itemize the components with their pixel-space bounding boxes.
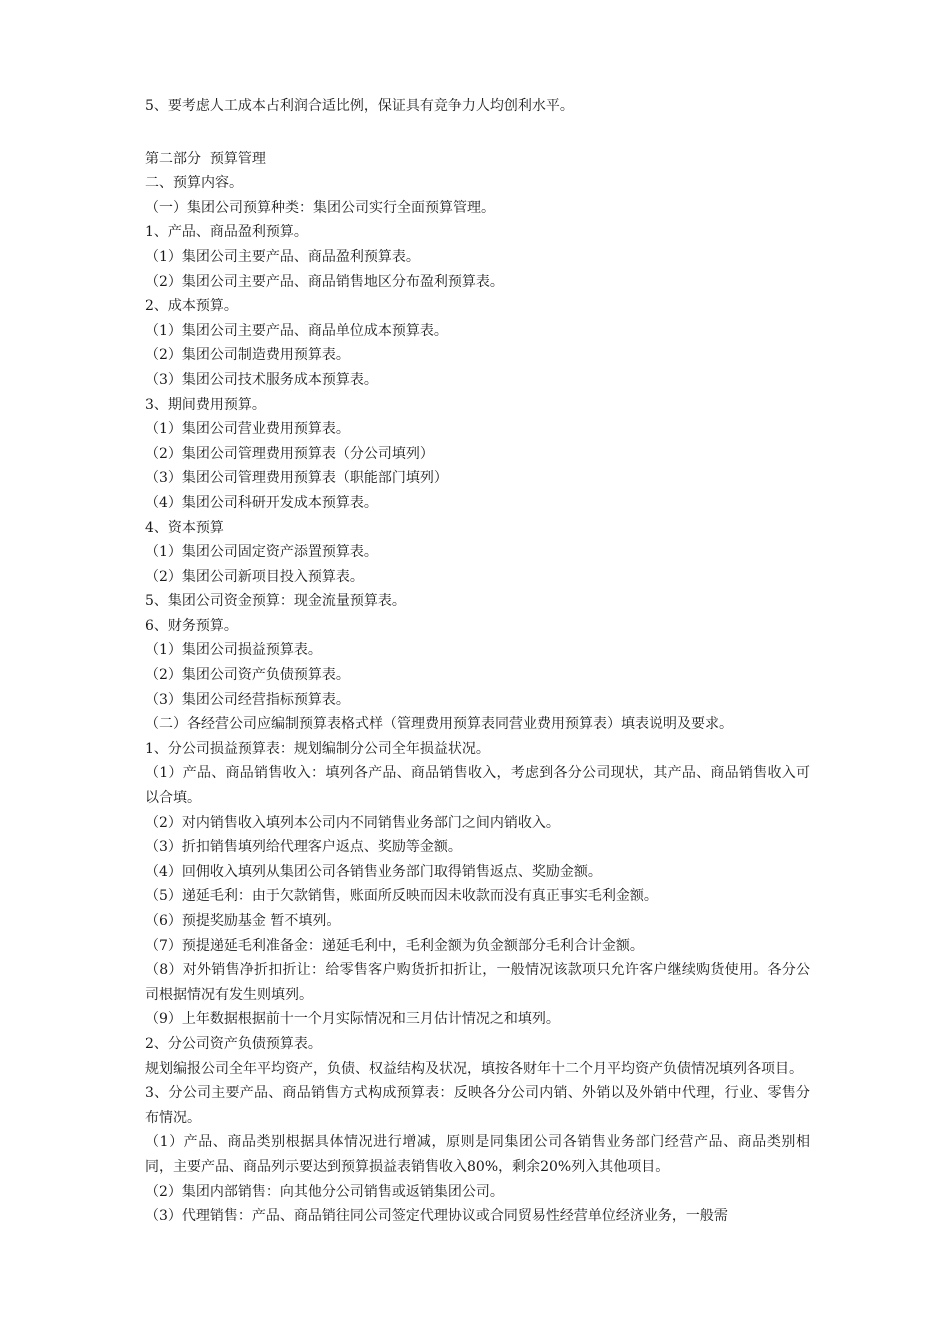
document-line: 4、资本预算	[145, 519, 224, 536]
document-line: （一）集团公司预算种类：集团公司实行全面预算管理。	[145, 199, 495, 216]
document-line: （3）集团公司经营指标预算表。	[145, 691, 350, 708]
document-line: 1、产品、商品盈利预算。	[145, 224, 308, 241]
document-page	[145, 94, 810, 1229]
document-line: 2、分公司资产负债预算表。	[145, 1035, 322, 1052]
document-line: （4）集团公司科研开发成本预算表。	[145, 494, 378, 511]
document-line: （3）集团公司技术服务成本预算表。	[145, 371, 378, 388]
document-line: 3、期间费用预算。	[145, 396, 266, 413]
document-body	[145, 171, 810, 1229]
document-line: 二、预算内容。	[145, 175, 243, 192]
intro-paragraph: 5、要考虑人工成本占利润合适比例，保证具有竞争力人均创利水平。	[145, 98, 574, 114]
document-line: （7）预提递延毛利准备金：递延毛利中，毛利金额为负金额部分毛利合计金额。	[145, 937, 644, 954]
document-line: （3）代理销售：产品、商品销往同公司签定代理协议或合同贸易性经营单位经济业务，一般需	[145, 1208, 728, 1225]
document-line: （2）集团公司新项目投入预算表。	[145, 568, 364, 585]
document-line: （1）集团公司固定资产添置预算表。	[145, 544, 378, 561]
document-line: （2）集团公司制造费用预算表。	[145, 347, 350, 364]
document-line: （5）递延毛利：由于欠款销售，账面所反映而因未收款而没有真正事实毛利金额。	[145, 888, 658, 905]
section-title: 第二部分 预算管理	[145, 150, 266, 167]
document-line: （2）对内销售收入填列本公司内不同销售业务部门之间内销收入。	[145, 814, 560, 831]
document-line: （3）折扣销售填列给代理客户返点、奖励等金额。	[145, 839, 462, 856]
document-line: （2）集团公司管理费用预算表（分公司填列）	[145, 445, 434, 462]
document-line: （9）上年数据根据前十一个月实际情况和三月估计情况之和填列。	[145, 1011, 560, 1028]
document-line: （3）集团公司管理费用预算表（职能部门填列）	[145, 470, 448, 487]
document-line: （1）集团公司主要产品、商品盈利预算表。	[145, 248, 420, 265]
document-line: （1）集团公司营业费用预算表。	[145, 421, 350, 438]
document-line: （二）各经营公司应编制预算表格式样（管理费用预算表同营业费用预算表）填表说明及要求。	[145, 716, 733, 733]
document-line: （2）集团内部销售：向其他分公司销售或返销集团公司。	[145, 1183, 504, 1200]
document-line: （6）预提奖励基金 暂不填列。	[145, 913, 341, 929]
document-line: （4）回佣收入填列从集团公司各销售业务部门取得销售返点、奖励金额。	[145, 863, 602, 880]
document-line: （8）对外销售净折扣折让：给零售客户购货折扣折让，一般情况该款项只允许客户继续购货使用。各分公司根据情况有发生则填列。	[145, 962, 810, 1003]
document-line: 1、分公司损益预算表：规划编制分公司全年损益状况。	[145, 740, 490, 757]
document-line: （2）集团公司主要产品、商品销售地区分布盈利预算表。	[145, 273, 504, 290]
document-line: 2、成本预算。	[145, 298, 238, 315]
document-line: （1）产品、商品销售收入：填列各产品、商品销售收入，考虑到各分公司现状，其产品、商品销售收入可以合填。	[145, 765, 810, 807]
document-line: （1）集团公司主要产品、商品单位成本预算表。	[145, 322, 448, 339]
document-line: （1）产品、商品类别根据具体情况进行增减，原则是同集团公司各销售业务部门经营产品、商品类别相同，主要产品、商品列示要达到预算损益表销售收入80%，剩余20%列入其他项目。	[145, 1134, 810, 1175]
document-line: 3、分公司主要产品、商品销售方式构成预算表：反映各分公司内销、外销以及外销中代理，行业、零售分布情况。	[145, 1085, 810, 1126]
document-line: （1）集团公司损益预算表。	[145, 642, 322, 659]
document-line: 规划编报公司全年平均资产，负债、权益结构及状况，填按各财年十二个月平均资产负债情况填列各项目。	[145, 1060, 803, 1077]
document-line: （2）集团公司资产负债预算表。	[145, 667, 350, 684]
document-line: 5、集团公司资金预算：现金流量预算表。	[145, 593, 406, 610]
document-line: 6、财务预算。	[145, 617, 238, 634]
